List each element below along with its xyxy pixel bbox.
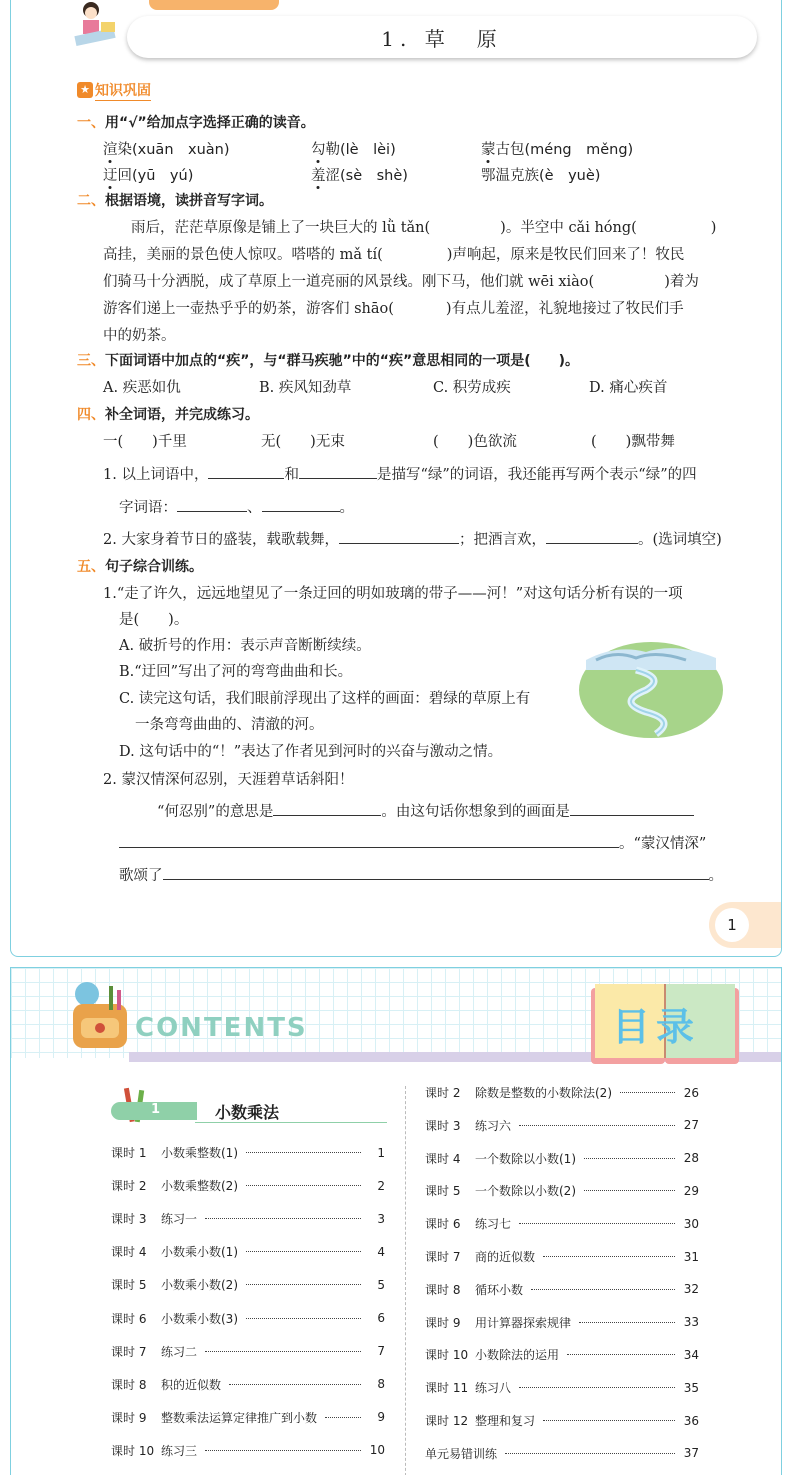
toc-entry[interactable] xyxy=(111,1310,385,1327)
toc-page-number: 1 xyxy=(377,1145,385,1160)
toc-leader xyxy=(246,1284,361,1285)
passage-line-3: 们骑马十分洒脱，成了草原上一道亮丽的风景线。刚下马，他们就 wēi xiào( )着为 xyxy=(103,274,699,290)
toc-lesson-title: 小数乘整数(2) xyxy=(161,1179,238,1194)
toc-lesson-number: 课时 6 xyxy=(111,1311,147,1326)
title-bar xyxy=(127,16,757,58)
section-3-heading: 三、下面词语中加点的“疾”，与“群马疾驰”中的“疾”意思相同的一项是( )。 xyxy=(77,353,580,369)
toc-page-number: 30 xyxy=(683,1216,699,1231)
page-number-tab xyxy=(709,902,782,948)
toc-entry[interactable] xyxy=(111,1343,385,1360)
question-5-2-c: 歌颂了 。 xyxy=(119,868,723,884)
toc-lesson-title: 小数乘小数(1) xyxy=(161,1245,238,1260)
contents-heading: CONTENTS xyxy=(135,1013,308,1043)
toc-lesson-title: 练习八 xyxy=(475,1381,512,1396)
section-5-heading: 五、句子综合训练。 xyxy=(77,559,203,575)
toc-entry[interactable] xyxy=(111,1210,385,1227)
passage-line-5: 中的奶茶。 xyxy=(103,328,176,344)
toc-leader xyxy=(543,1420,675,1421)
option-5-d: D. 这句话中的“！”表达了作者见到河时的兴奋与激动之情。 xyxy=(119,744,503,760)
toc-leader xyxy=(519,1387,675,1388)
toc-page-number: 28 xyxy=(683,1151,699,1166)
option-b: B. 疾风知劲草 xyxy=(259,380,352,396)
toc-leader xyxy=(620,1092,675,1093)
toc-page-number: 32 xyxy=(683,1282,699,1297)
reading-item-5: 羞涩(sè shè) xyxy=(311,168,408,184)
reading-item-1: 渲染(xuān xuàn) xyxy=(103,142,230,158)
option-c: C. 积劳成疾 xyxy=(433,380,511,396)
question-4-1: 1. 以上词语中， 和 是描写“绿”的词语，我还能再写两个表示“绿”的四 xyxy=(103,467,697,483)
toc-leader xyxy=(584,1158,675,1159)
lesson-title: 1. 草 原 xyxy=(381,26,503,51)
toc-page-number: 33 xyxy=(683,1315,699,1330)
reading-item-4: 迂回(yū yú) xyxy=(103,168,194,184)
question-4-1-cont: 字词语： 、 。 xyxy=(119,500,354,516)
toc-entry[interactable] xyxy=(111,1409,385,1426)
reading-item-2: 勾勒(lè lèi) xyxy=(311,142,396,158)
toc-lesson-title: 积的近似数 xyxy=(161,1377,222,1392)
toc-lesson-number: 课时 7 xyxy=(111,1344,147,1359)
toc-lesson-number: 课时 4 xyxy=(111,1245,147,1260)
toc-page-number: 34 xyxy=(683,1347,699,1362)
toc-lesson-title: 练习一 xyxy=(161,1212,198,1227)
unit-rule xyxy=(195,1122,387,1123)
passage-line-4: 游客们递上一壶热乎乎的奶茶，游客们 shāo( )有点儿羞涩，礼貌地接过了牧民们手 xyxy=(103,301,684,317)
star-icon: ★ xyxy=(77,82,93,98)
toc-entry[interactable] xyxy=(425,1117,699,1134)
toc-entry[interactable] xyxy=(425,1281,699,1298)
school-bag-illustration xyxy=(65,978,135,1054)
toc-lesson-title: 整理和复习 xyxy=(475,1414,536,1428)
toc-lesson-number: 课时 9 xyxy=(111,1410,147,1425)
option-5-b: B.“迂回”写出了河的弯弯曲曲和长。 xyxy=(119,664,353,680)
toc-lesson-number: 课时 3 xyxy=(425,1118,461,1133)
toc-lesson-number: 课时 3 xyxy=(111,1212,147,1227)
option-5-c-cont: 一条弯弯曲曲的、清澈的河。 xyxy=(135,717,324,733)
toc-entry[interactable] xyxy=(425,1182,699,1199)
option-5-a: A. 破折号的作用：表示声音断断续续。 xyxy=(119,638,371,654)
badge-label: 知识巩固 xyxy=(95,80,151,101)
toc-lesson-number: 课时 6 xyxy=(425,1217,461,1232)
lesson-tab xyxy=(149,0,279,10)
toc-page-number: 4 xyxy=(377,1244,385,1259)
toc-leader xyxy=(531,1289,675,1290)
column-divider xyxy=(405,1086,406,1475)
question-5-2: 2. 蒙汉情深何忍别，天涯碧草话斜阳！ xyxy=(103,772,354,788)
toc-entry[interactable] xyxy=(111,1276,385,1293)
idiom-1: 一( )千里 xyxy=(103,434,187,450)
toc-entry[interactable] xyxy=(425,1445,699,1462)
toc-entry[interactable] xyxy=(425,1379,699,1396)
option-a: A. 疾恶如仇 xyxy=(103,380,181,396)
toc-lesson-number: 课时 10 xyxy=(425,1348,469,1363)
book-title: 目录 xyxy=(611,1005,700,1049)
toc-entry[interactable] xyxy=(425,1346,699,1363)
toc-entry[interactable] xyxy=(425,1215,699,1232)
idiom-3: ( )色欲流 xyxy=(433,434,517,450)
knowledge-badge xyxy=(77,80,151,100)
toc-lesson-title: 练习七 xyxy=(475,1217,512,1232)
toc-entry[interactable] xyxy=(425,1084,699,1101)
grassland-river-illustration xyxy=(576,630,726,740)
toc-entry[interactable] xyxy=(111,1177,385,1194)
section-2-heading: 二、根据语境，读拼音写字词。 xyxy=(77,193,273,209)
toc-lesson-number: 课时 1 xyxy=(111,1146,147,1160)
toc-leader xyxy=(519,1125,675,1126)
toc-page-number: 29 xyxy=(683,1183,699,1198)
question-5-1-cont: 是( )。 xyxy=(119,612,189,628)
idiom-2: 无( )无束 xyxy=(261,434,345,450)
toc-entry[interactable] xyxy=(111,1144,385,1161)
toc-lesson-number: 课时 4 xyxy=(425,1151,461,1166)
toc-entry[interactable] xyxy=(425,1314,699,1331)
toc-leader xyxy=(205,1450,361,1451)
toc-page-number: 37 xyxy=(683,1446,699,1461)
section-4-heading: 四、补全词语，并完成练习。 xyxy=(77,407,259,423)
toc-entry[interactable] xyxy=(111,1243,385,1260)
toc-lesson-number: 课时 8 xyxy=(111,1377,147,1392)
toc-leader xyxy=(519,1223,675,1224)
toc-leader xyxy=(246,1185,361,1186)
toc-lesson-title: 小数除法的运用 xyxy=(475,1348,560,1363)
toc-lesson-title: 小数乘小数(3) xyxy=(161,1311,238,1326)
toc-lesson-title: 小数乘小数(2) xyxy=(161,1278,238,1293)
toc-page-number: 10 xyxy=(369,1443,385,1458)
toc-lesson-number: 课时 8 xyxy=(425,1282,461,1297)
toc-leader xyxy=(579,1322,675,1323)
toc-lesson-number: 课时 7 xyxy=(425,1250,461,1264)
toc-lesson-number: 课时 5 xyxy=(111,1278,147,1293)
toc-lesson-title: 练习三 xyxy=(161,1443,198,1458)
question-4-2: 2. 大家身着节日的盛装，载歌载舞， ；把酒言欢， 。(选词填空) xyxy=(103,532,722,548)
reading-item-6: 鄂温克族(è yuè) xyxy=(481,168,601,184)
toc-page-number: 5 xyxy=(377,1277,385,1292)
toc-entry[interactable] xyxy=(111,1376,385,1393)
passage-line-2: 高挂，美丽的景色使人惊叹。嗒嗒的 mǎ tí( )声响起，原来是牧民们回来了！牧民 xyxy=(103,247,685,263)
page-number: 1 xyxy=(715,908,749,942)
worksheet-page xyxy=(10,0,782,957)
toc-leader xyxy=(505,1453,675,1454)
toc-leader xyxy=(567,1354,675,1355)
toc-lesson-number: 课时 2 xyxy=(425,1086,461,1100)
toc-entry[interactable] xyxy=(425,1248,699,1265)
idiom-4: ( )飘带舞 xyxy=(591,434,675,450)
toc-lesson-title: 用计算器探索规律 xyxy=(475,1315,572,1330)
girl-reading-illustration xyxy=(71,0,131,48)
unit-number: 1 xyxy=(151,1102,161,1117)
toc-leader xyxy=(246,1152,361,1153)
question-5-1: 1.“走了许久，远远地望见了一条迂回的明如玻璃的带子——河！”对这句话分析有误的一项 xyxy=(103,586,683,602)
toc-lesson-title: 小数乘整数(1) xyxy=(161,1146,238,1160)
toc-lesson-title: 整数乘法运算定律推广到小数 xyxy=(161,1410,318,1425)
toc-lesson-title: 一个数除以小数(1) xyxy=(475,1151,576,1166)
option-d: D. 痛心疾首 xyxy=(589,380,668,396)
contents-page xyxy=(10,967,782,1475)
toc-lesson-number: 课时 2 xyxy=(111,1179,147,1194)
toc-page-number: 27 xyxy=(683,1118,699,1133)
toc-page-number: 8 xyxy=(377,1377,385,1392)
toc-page-number: 9 xyxy=(377,1410,385,1425)
toc-lesson-title: 练习六 xyxy=(475,1118,512,1133)
toc-lesson-title: 单元易错训练 xyxy=(425,1446,498,1461)
toc-page-number: 6 xyxy=(377,1311,385,1325)
toc-page-number: 35 xyxy=(683,1380,699,1395)
section-1-heading: 一、用“√”给加点字选择正确的读音。 xyxy=(77,115,315,131)
toc-page-number: 26 xyxy=(683,1085,699,1100)
passage-line-1: 雨后，茫茫草原像是铺上了一块巨大的 lǜ tǎn( )。半空中 cǎi hóng( ) xyxy=(131,220,717,236)
question-5-2-b: 。“蒙汉情深” xyxy=(119,832,706,853)
toc-page-number: 7 xyxy=(377,1344,385,1359)
toc-entry[interactable] xyxy=(425,1150,699,1167)
toc-lesson-number: 课时 9 xyxy=(425,1315,461,1330)
question-5-2-a: “何忍别”的意思是 。由这句话你想象到的画面是 xyxy=(157,800,694,821)
toc-lesson-number: 课时 5 xyxy=(425,1184,461,1199)
toc-lesson-number: 课时 12 xyxy=(425,1414,469,1428)
toc-entry[interactable] xyxy=(111,1442,385,1459)
toc-lesson-title: 除数是整数的小数除法(2) xyxy=(475,1086,612,1100)
toc-lesson-title: 一个数除以小数(2) xyxy=(475,1184,576,1199)
toc-lesson-title: 循环小数 xyxy=(475,1282,524,1297)
toc-leader xyxy=(246,1251,361,1252)
toc-leader xyxy=(205,1218,361,1219)
toc-lesson-number: 课时 11 xyxy=(425,1381,469,1396)
toc-lesson-title: 练习二 xyxy=(161,1344,198,1359)
toc-page-number: 36 xyxy=(683,1413,699,1428)
toc-page-number: 3 xyxy=(377,1211,385,1226)
toc-leader xyxy=(246,1318,361,1319)
toc-lesson-number: 课时 10 xyxy=(111,1443,155,1458)
option-5-c: C. 读完这句话，我们眼前浮现出了这样的画面：碧绿的草原上有 xyxy=(119,691,531,707)
toc-entry[interactable] xyxy=(425,1412,699,1429)
toc-leader xyxy=(205,1351,361,1352)
toc-leader xyxy=(229,1384,361,1385)
toc-leader xyxy=(325,1417,361,1418)
unit-heading xyxy=(111,1098,387,1122)
toc-lesson-title: 商的近似数 xyxy=(475,1250,536,1264)
reading-item-3: 蒙古包(méng měng) xyxy=(481,142,634,158)
toc-page-number: 2 xyxy=(377,1178,385,1193)
toc-leader xyxy=(584,1190,675,1191)
toc-leader xyxy=(543,1256,675,1257)
unit-title: 小数乘法 xyxy=(215,1103,280,1122)
toc-page-number: 31 xyxy=(683,1249,699,1264)
